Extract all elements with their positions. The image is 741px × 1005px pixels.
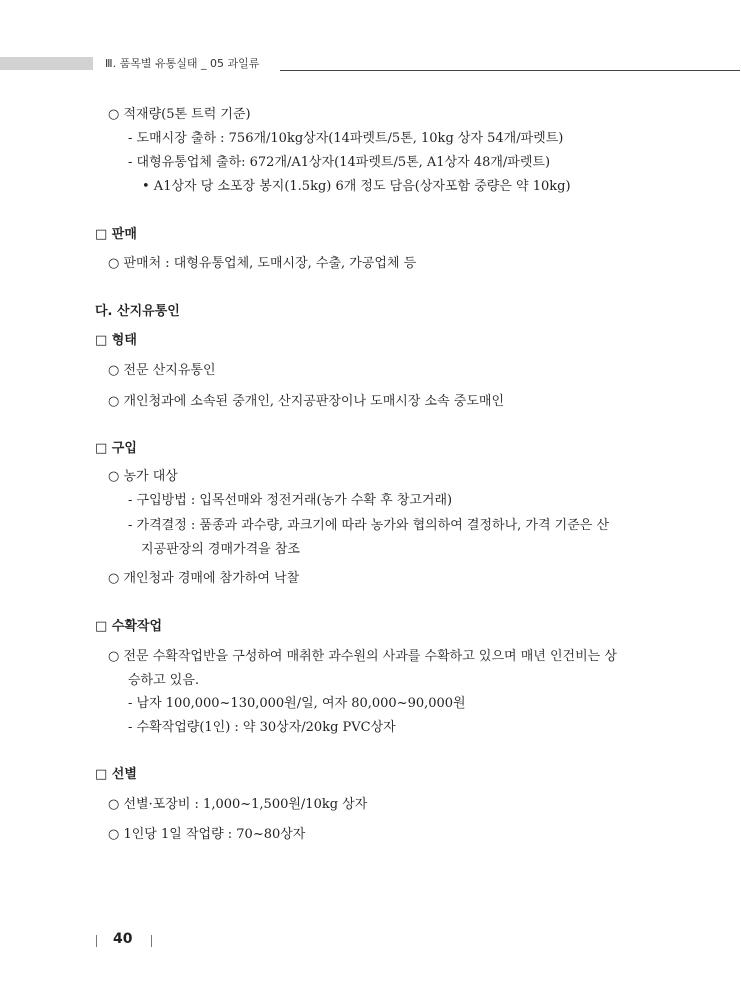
footer-divider-right: [151, 935, 152, 947]
body-line: - 남자 100,000~130,000원/일, 여자 80,000~90,000원: [128, 696, 466, 711]
body-line: ○ 농가 대상: [108, 469, 178, 484]
section-heading: □ 형태: [95, 333, 137, 348]
body-line: - 대형유통업체 출하: 672개/A1상자(14파렛트/5톤, A1상자 48개/파렛트): [128, 155, 551, 170]
body-line: - 가격결정 : 품종과 과수량, 과크기에 따라 농가와 협의하여 결정하나, 가격 기준은 산: [128, 518, 610, 533]
chapter-heading: 다. 산지유통인: [95, 304, 180, 319]
page-number: 40: [113, 931, 133, 947]
body-line: ○ 개인청과에 소속된 중개인, 산지공판장이나 도매시장 소속 중도매인: [108, 394, 505, 409]
section-heading: □ 판매: [95, 227, 137, 242]
header-bar: [0, 57, 93, 70]
section-heading: □ 수확작업: [95, 619, 163, 634]
section-heading: □ 구입: [95, 441, 137, 456]
body-line: ○ 전문 산지유통인: [108, 363, 216, 378]
body-line: ○ 개인청과 경매에 참가하여 낙찰: [108, 571, 300, 586]
body-line: - 도매시장 출하 : 756개/10kg상자(14파렛트/5톤, 10kg 상자 54개/파렛트): [128, 131, 564, 146]
footer-divider-left: [96, 935, 97, 947]
body-line: ○ 판매처 : 대형유통업체, 도매시장, 수출, 가공업체 등: [108, 256, 417, 271]
section-heading: □ 선별: [95, 767, 137, 782]
body-line: - 수확작업량(1인) : 약 30상자/20kg PVC상자: [128, 720, 396, 735]
body-line: ○ 전문 수확작업반을 구성하여 매취한 과수원의 사과를 수확하고 있으며 매년 인건비는 상: [108, 649, 617, 664]
running-header: Ⅲ. 품목별 유통실태 _ 05 과일류: [105, 57, 260, 70]
body-line: 승하고 있음.: [128, 673, 200, 688]
body-line: ○ 선별·포장비 : 1,000~1,500원/10kg 상자: [108, 797, 368, 812]
body-line: - 구입방법 : 입목선매와 정전거래(농가 수확 후 창고거래): [128, 493, 453, 508]
body-line: ○ 1인당 1일 작업량 : 70~80상자: [108, 827, 306, 842]
body-line: 지공판장의 경매가격을 참조: [141, 542, 300, 557]
body-line: • A1상자 당 소포장 봉지(1.5kg) 6개 정도 담음(상자포함 중량은 약 10kg): [142, 179, 571, 194]
body-line: ○ 적재량(5톤 트럭 기준): [108, 107, 251, 122]
header-rule: [280, 70, 740, 71]
